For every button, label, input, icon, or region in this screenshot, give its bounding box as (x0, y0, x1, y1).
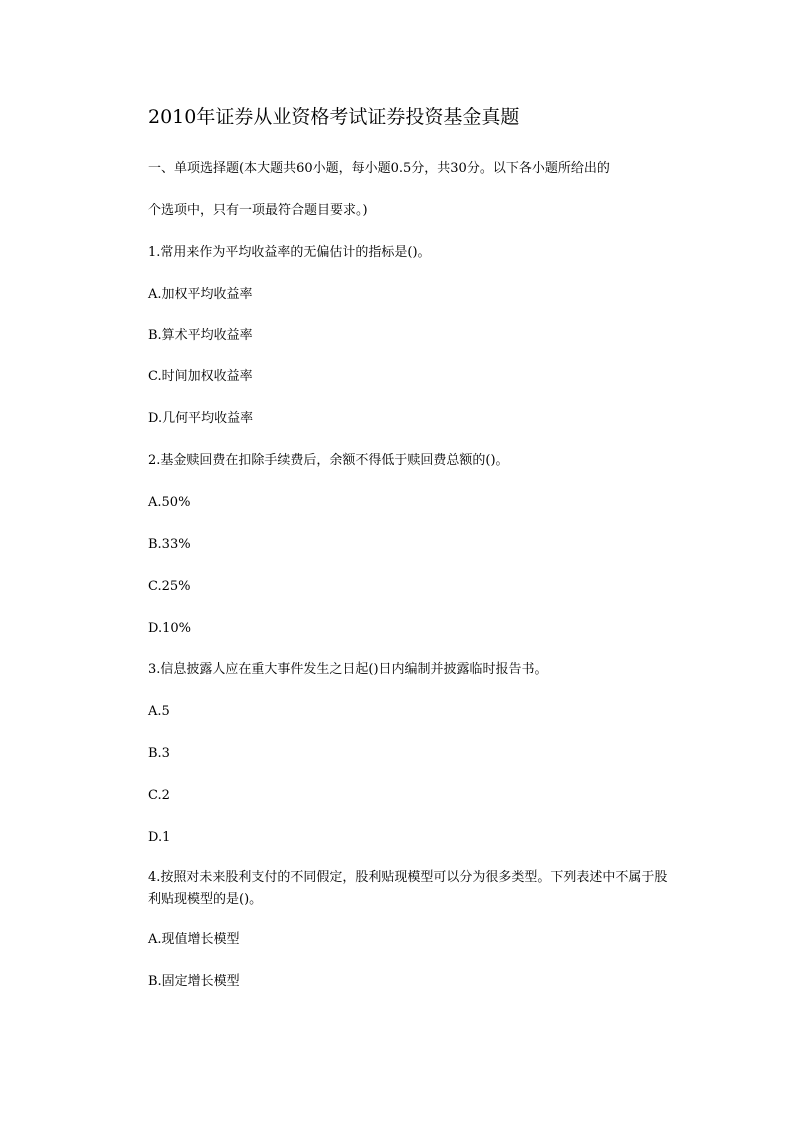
question-1-option-d: D.几何平均收益率 (148, 411, 254, 426)
question-1-option-b: B.算术平均收益率 (148, 328, 253, 343)
section-intro-line-2: 个选项中，只有一项最符合题目要求。) (148, 203, 368, 218)
question-3-stem: 3.信息披露人应在重大事件发生之日起()日内编制并披露临时报告书。 (148, 662, 548, 677)
document-title: 2010年证券从业资格考试证券投资基金真题 (148, 106, 520, 128)
question-2-stem: 2.基金赎回费在扣除手续费后，余额不得低于赎回费总额的()。 (148, 453, 509, 468)
question-1-stem: 1.常用来作为平均收益率的无偏估计的指标是()。 (148, 245, 431, 260)
question-3-option-d: D.1 (148, 830, 171, 845)
question-2-option-a: A.50% (148, 495, 191, 510)
section-intro-line-1: 一、单项选择题(本大题共60小题，每小题0.5分，共30分。以下各小题所给出的 (148, 161, 610, 176)
question-4-option-a: A.现值增长模型 (148, 932, 240, 947)
question-4-stem: 4.按照对未来股利支付的不同假定，股利贴现模型可以分为很多类型。下列表述中不属于股利贴现模型的是()。 (148, 870, 668, 907)
question-1-option-a: A.加权平均收益率 (148, 287, 253, 302)
question-3-option-a: A.5 (148, 704, 170, 719)
question-2-option-d: D.10% (148, 621, 191, 636)
question-2-option-c: C.25% (148, 579, 191, 594)
question-3-option-c: C.2 (148, 788, 170, 803)
question-1-option-c: C.时间加权收益率 (148, 369, 253, 384)
question-2-option-b: B.33% (148, 537, 191, 552)
question-4-option-b: B.固定增长模型 (148, 974, 240, 989)
question-3-option-b: B.3 (148, 746, 170, 761)
